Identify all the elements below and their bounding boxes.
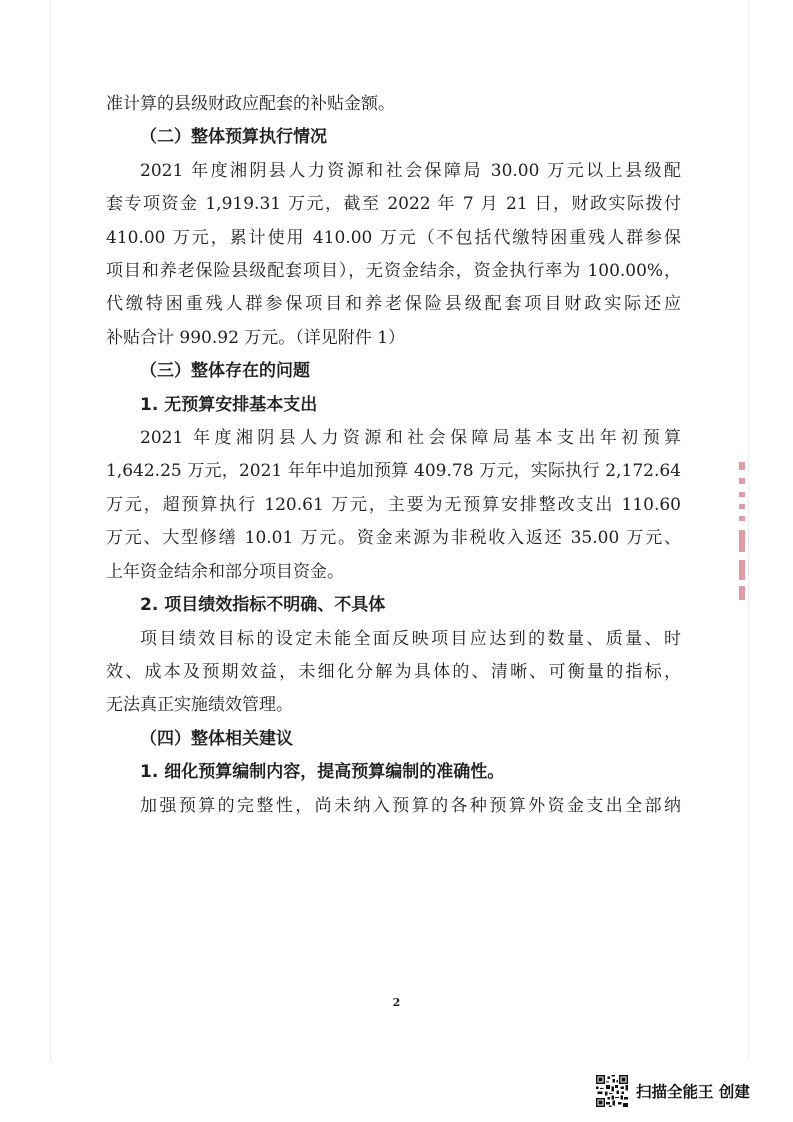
body-line: 效、成本及预期效益，未细化分解为具体的、清晰、可衡量的指标， (106, 661, 681, 682)
body-line: 2021 年度湘阴县人力资源和社会保障局基本支出年初预算 (140, 428, 681, 449)
scanner-watermark (596, 1075, 750, 1107)
body-line: 410.00 万元，累计使用 410.00 万元（不包括代缴特困重残人群参保 (106, 227, 681, 248)
document-body (106, 88, 681, 823)
watermark-text: 扫描全能王 创建 (636, 1083, 750, 1101)
section-heading: （二）整体预算执行情况 (140, 127, 327, 148)
body-line: 代缴特困重残人群参保项目和养老保险县级配套项目财政实际还应 (106, 294, 681, 315)
body-line: 2021 年度湘阴县人力资源和社会保障局 30.00 万元以上县级配 (140, 160, 681, 181)
section-heading: （四）整体相关建议 (140, 728, 293, 749)
body-line: 加强预算的完整性，尚未纳入预算的各种预算外资金支出全部纳 (140, 795, 681, 816)
subsection-heading: 1. 无预算安排基本支出 (140, 394, 318, 415)
subsection-heading: 2. 项目绩效指标不明确、不具体 (140, 595, 386, 616)
subsection-heading: 1. 细化预算编制内容，提高预算编制的准确性。 (140, 762, 505, 783)
body-line: 项目和养老保险县级配套项目），无资金结余，资金执行率为 100.00%， (106, 261, 681, 282)
body-line: 1,642.25 万元，2021 年年中追加预算 409.78 万元，实际执行 2,172.64 (106, 461, 681, 482)
body-line: 套专项资金 1,919.31 万元，截至 2022 年 7 月 21 日，财政实际拨付 (106, 194, 681, 215)
page-number: 2 (392, 996, 401, 1009)
body-line: 项目绩效目标的设定未能全面反映项目应达到的数量、质量、时 (140, 628, 681, 649)
body-line: 无法真正实施绩效管理。 (106, 695, 293, 716)
body-line: 准计算的县级财政应配套的补贴金额。 (106, 94, 395, 114)
scan-edge-left (50, 0, 51, 1060)
binding-stamp-marks (737, 462, 747, 602)
body-line: 补贴合计 990.92 万元。（详见附件 1） (106, 327, 406, 348)
scan-edge-right (748, 0, 749, 1060)
body-line: 上年资金结余和部分项目资金。 (106, 561, 344, 582)
qr-code-icon (596, 1075, 628, 1107)
body-line: 万元、大型修缮 10.01 万元。资金来源为非税收入返还 35.00 万元、 (106, 528, 681, 549)
body-line: 万元，超预算执行 120.61 万元，主要为无预算安排整改支出 110.60 (106, 494, 681, 515)
section-heading: （三）整体存在的问题 (140, 361, 310, 382)
